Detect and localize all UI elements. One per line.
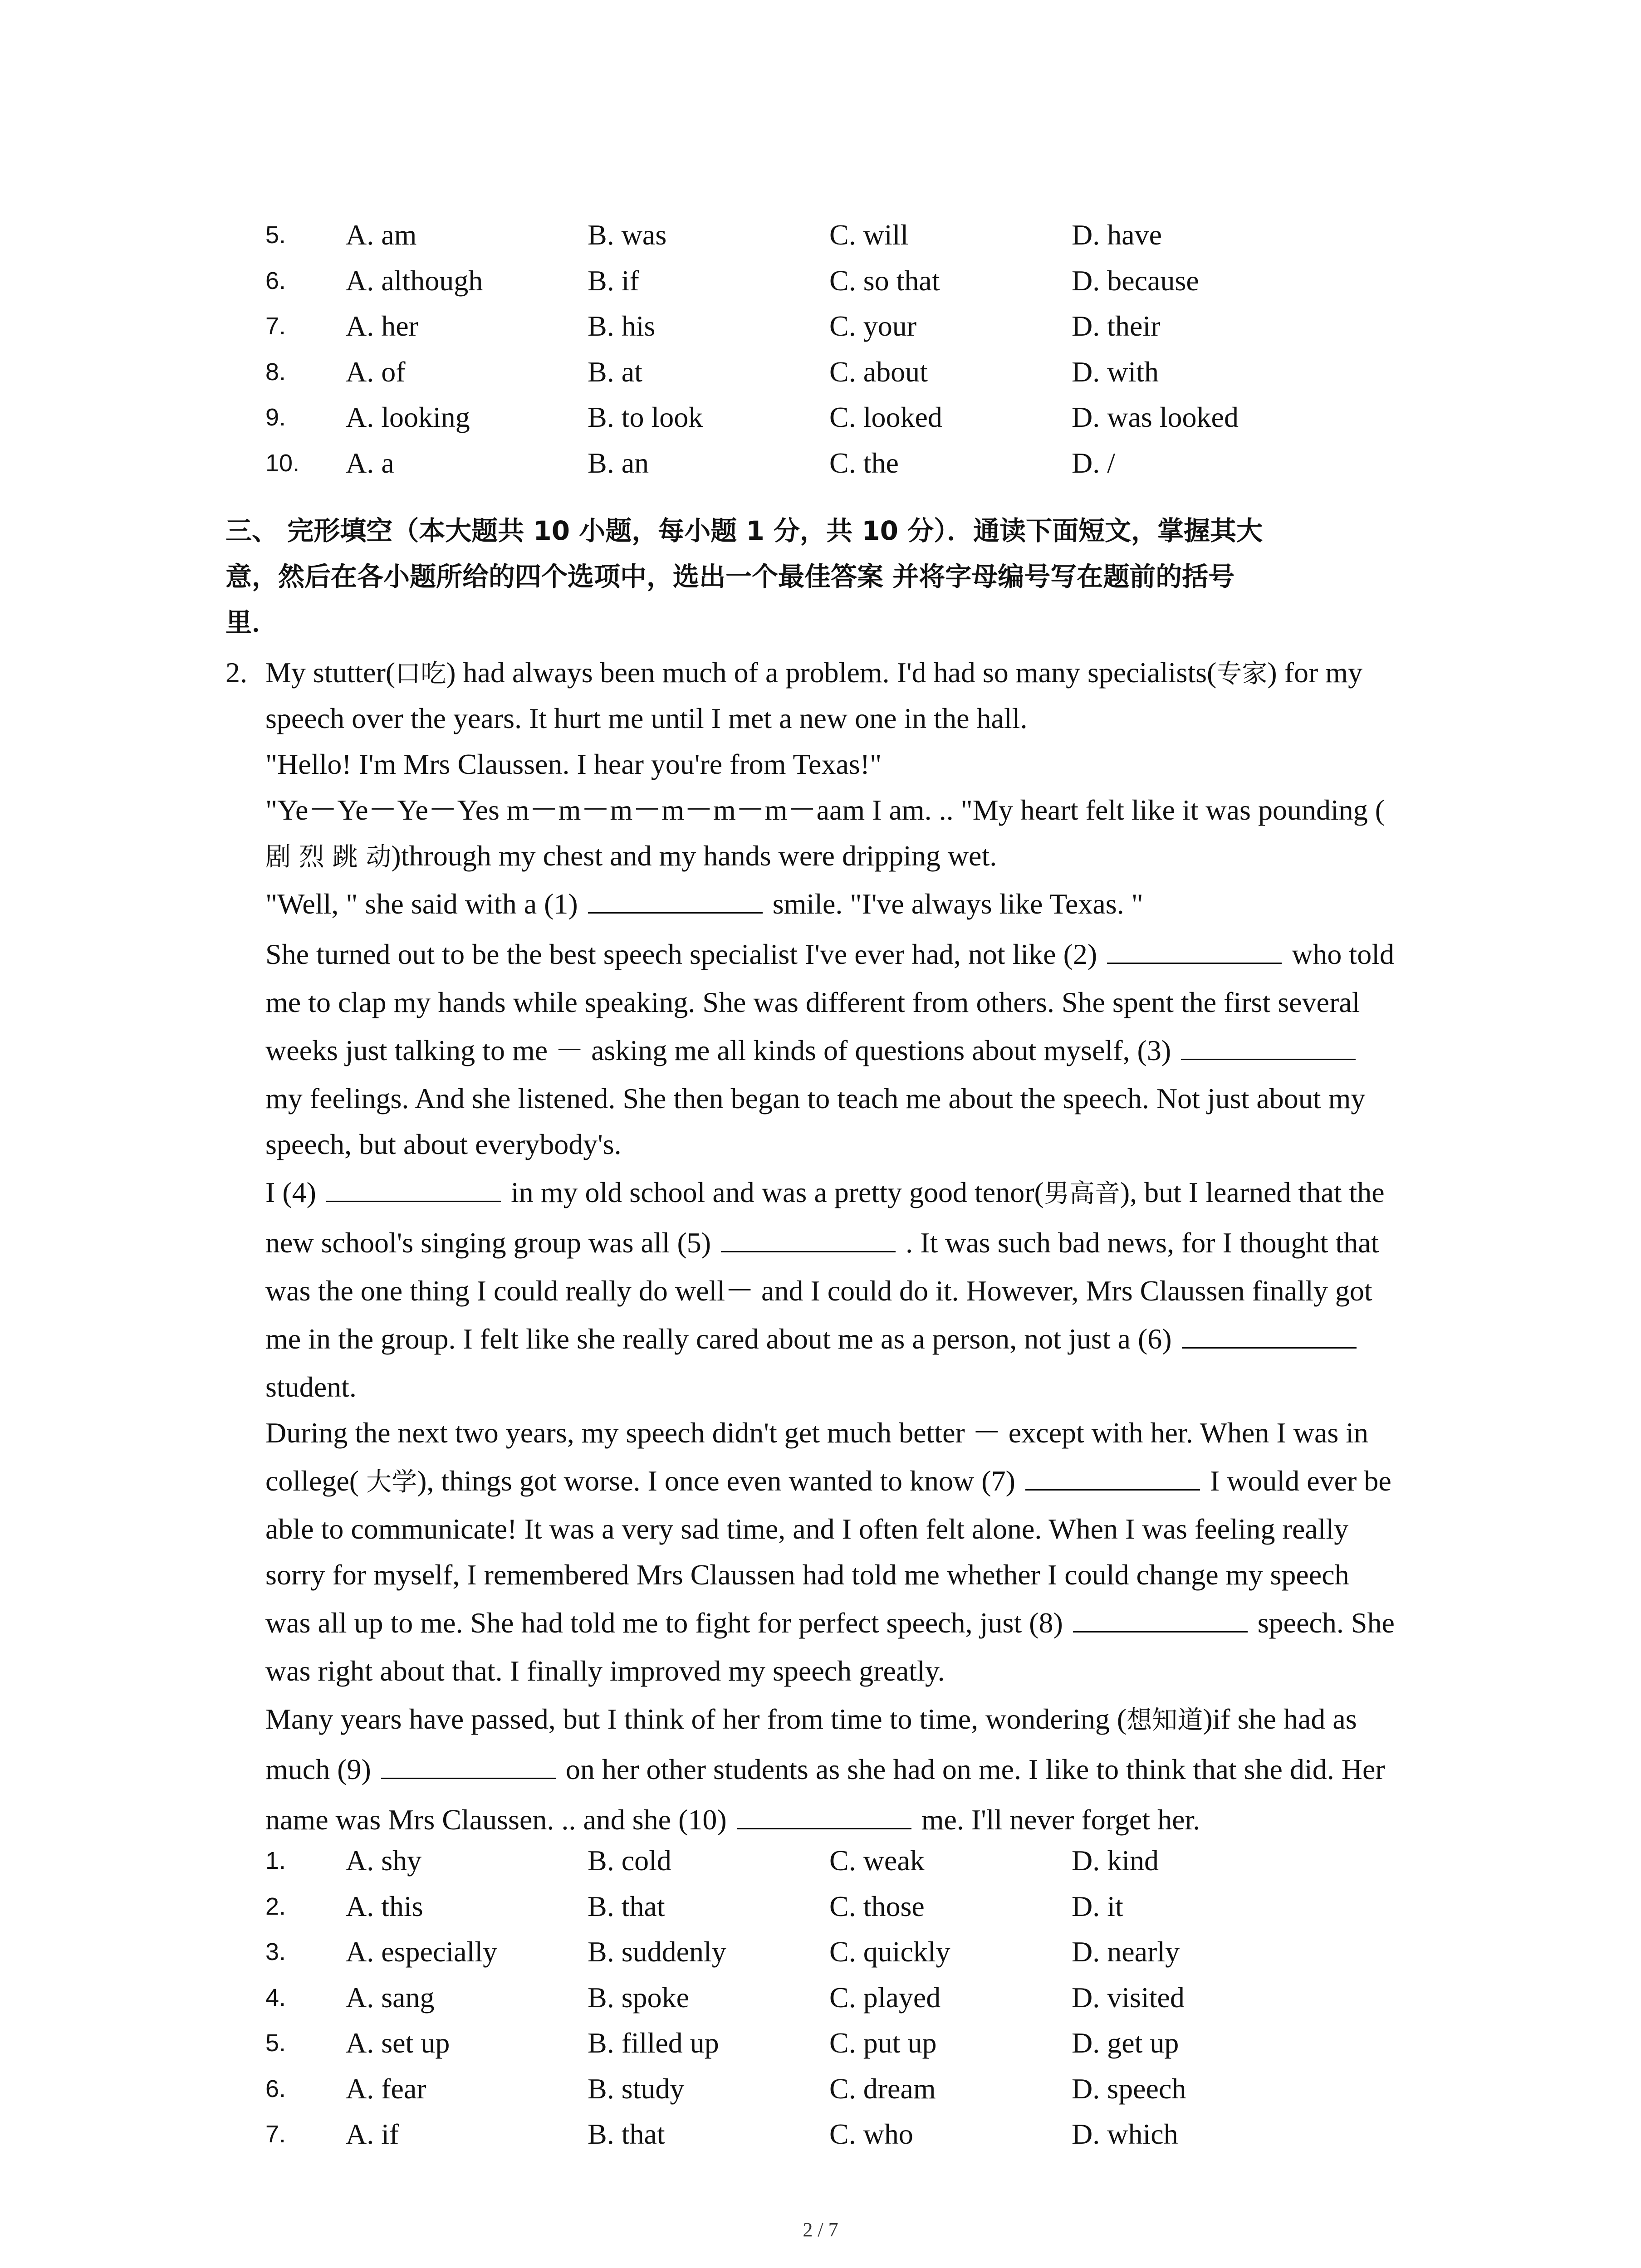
option-c[interactable]: C. those bbox=[829, 1890, 925, 1922]
option-c[interactable]: C. played bbox=[829, 1981, 941, 2014]
blank-6[interactable] bbox=[1182, 1319, 1357, 1349]
passage-line: college( 大学), things got worse. I once even wanted to know (7) I would ever be bbox=[265, 1456, 1450, 1506]
option-d[interactable]: D. have bbox=[1072, 219, 1162, 251]
option-c[interactable]: C. put up bbox=[829, 2027, 937, 2059]
option-row bbox=[0, 1975, 1641, 2020]
option-row bbox=[0, 212, 1641, 258]
page-number: 2 / 7 bbox=[803, 2219, 838, 2241]
option-row bbox=[0, 258, 1641, 303]
blank-8[interactable] bbox=[1073, 1603, 1248, 1633]
option-number: 6. bbox=[265, 267, 286, 294]
passage-line: sorry for myself, I remembered Mrs Claussen had told me whether I could change my speech bbox=[265, 1559, 1349, 1591]
passage-line: my feelings. And she listened. She then began to teach me about the speech. Not just about my bbox=[265, 1082, 1366, 1114]
passage-line: me in the group. I felt like she really cared about me as a person, not just a (6) bbox=[265, 1314, 1450, 1364]
option-b[interactable]: B. an bbox=[588, 446, 649, 479]
option-d[interactable]: D. kind bbox=[1072, 1844, 1159, 1877]
option-number: 1. bbox=[265, 1847, 286, 1874]
option-number: 3. bbox=[265, 1938, 286, 1965]
option-c[interactable]: C. will bbox=[829, 219, 909, 251]
option-a[interactable]: A. set up bbox=[346, 2027, 450, 2059]
option-a[interactable]: A. this bbox=[346, 1890, 423, 1922]
option-b[interactable]: B. cold bbox=[588, 1844, 671, 1877]
option-a[interactable]: A. fear bbox=[346, 2072, 426, 2105]
passage-line: student. bbox=[265, 1371, 357, 1403]
option-number: 10. bbox=[265, 449, 300, 477]
passage-line: weeks just talking to me － asking me all kinds of questions about myself, (3) bbox=[265, 1025, 1450, 1075]
option-b[interactable]: B. if bbox=[588, 264, 639, 297]
option-b[interactable]: B. that bbox=[588, 1890, 665, 1922]
option-a[interactable]: A. shy bbox=[346, 1844, 422, 1877]
option-number: 9. bbox=[265, 404, 286, 431]
option-d[interactable]: D. which bbox=[1072, 2118, 1178, 2150]
question-number: 2. bbox=[225, 656, 247, 689]
blank-7[interactable] bbox=[1025, 1461, 1200, 1491]
option-b[interactable]: B. to look bbox=[588, 401, 703, 433]
option-number: 6. bbox=[265, 2075, 286, 2102]
option-a[interactable]: A. looking bbox=[346, 401, 470, 433]
option-row bbox=[0, 2020, 1641, 2066]
passage-line: able to communicate! It was a very sad time, and I often felt alone. When I was feeling really bbox=[265, 1513, 1349, 1545]
option-d[interactable]: D. get up bbox=[1072, 2027, 1179, 2059]
option-c[interactable]: C. weak bbox=[829, 1844, 925, 1877]
passage-line: "Well, " she said with a (1) smile. "I've always like Texas. " bbox=[265, 879, 1450, 929]
passage-line: name was Mrs Claussen. .. and she (10) me. I'll never forget her. bbox=[265, 1794, 1450, 1845]
option-row bbox=[0, 440, 1641, 486]
option-c[interactable]: C. quickly bbox=[829, 1936, 950, 1968]
option-b[interactable]: B. his bbox=[588, 310, 656, 342]
passage-line: speech over the years. It hurt me until I met a new one in the hall. bbox=[265, 702, 1028, 734]
passage-line: During the next two years, my speech didn't get much better － except with her. When I was in bbox=[265, 1417, 1369, 1449]
option-b[interactable]: B. study bbox=[588, 2072, 685, 2105]
blank-10[interactable] bbox=[737, 1800, 911, 1829]
option-d[interactable]: D. their bbox=[1072, 310, 1161, 342]
option-b[interactable]: B. filled up bbox=[588, 2027, 719, 2059]
passage-line: 剧 烈 跳 动)through my chest and my hands were dripping wet. bbox=[265, 840, 997, 872]
option-d[interactable]: D. because bbox=[1072, 264, 1199, 297]
option-number: 2. bbox=[265, 1892, 286, 1920]
option-d[interactable]: D. / bbox=[1072, 446, 1115, 479]
option-a[interactable]: A. of bbox=[346, 355, 406, 388]
option-d[interactable]: D. nearly bbox=[1072, 1936, 1180, 1968]
passage-line: was the one thing I could really do well－ and I could do it. However, Mrs Claussen finally got bbox=[265, 1275, 1372, 1307]
option-c[interactable]: C. dream bbox=[829, 2072, 936, 2105]
option-number: 5. bbox=[265, 2029, 286, 2057]
option-number: 8. bbox=[265, 358, 286, 386]
passage-line: new school's singing group was all (5) . It was such bad news, for I thought that bbox=[265, 1217, 1450, 1268]
passage-line: "Hello! I'm Mrs Claussen. I hear you're from Texas!" bbox=[265, 748, 882, 780]
option-row bbox=[0, 1838, 1641, 1883]
option-number: 7. bbox=[265, 2121, 286, 2148]
option-d[interactable]: D. it bbox=[1072, 1890, 1123, 1922]
cloze-passage bbox=[265, 650, 1450, 1845]
option-b[interactable]: B. spoke bbox=[588, 1981, 689, 2014]
option-c[interactable]: C. the bbox=[829, 446, 899, 479]
option-c[interactable]: C. so that bbox=[829, 264, 940, 297]
blank-4[interactable] bbox=[326, 1173, 501, 1202]
option-c[interactable]: C. your bbox=[829, 310, 916, 342]
option-a[interactable]: A. a bbox=[346, 446, 394, 479]
option-row bbox=[0, 303, 1641, 349]
option-a[interactable]: A. if bbox=[346, 2118, 399, 2150]
option-d[interactable]: D. speech bbox=[1072, 2072, 1186, 2105]
option-a[interactable]: A. sang bbox=[346, 1981, 435, 2014]
option-a[interactable]: A. her bbox=[346, 310, 418, 342]
option-number: 7. bbox=[265, 313, 286, 340]
passage-line: Many years have passed, but I think of her from time to time, wondering (想知道)if she had as bbox=[265, 1703, 1357, 1735]
option-row bbox=[0, 395, 1641, 440]
blank-9[interactable] bbox=[381, 1750, 556, 1779]
option-d[interactable]: D. with bbox=[1072, 355, 1159, 388]
passage-line: much (9) on her other students as she had on me. I like to think that she did. Her bbox=[265, 1744, 1450, 1794]
option-a[interactable]: A. especially bbox=[346, 1936, 498, 1968]
passage-line: me to clap my hands while speaking. She was different from others. She spent the first several bbox=[265, 986, 1360, 1018]
option-d[interactable]: D. visited bbox=[1072, 1981, 1185, 2014]
section-header-line-2: 意，然后在各小题所给的四个选项中，选出一个最佳答案 并将字母编号写在题前的括号 bbox=[225, 561, 1235, 592]
option-a[interactable]: A. am bbox=[346, 219, 417, 251]
passage-line: My stutter(口吃) had always been much of a problem. I'd had so many specialists(专家) for my bbox=[265, 656, 1363, 689]
passage-line: speech, but about everybody's. bbox=[265, 1128, 622, 1160]
blank-5[interactable] bbox=[721, 1223, 896, 1252]
section-header bbox=[225, 508, 1450, 645]
option-row bbox=[0, 2112, 1641, 2157]
option-row bbox=[0, 1929, 1641, 1975]
option-row bbox=[0, 1884, 1641, 1929]
option-a[interactable]: A. although bbox=[346, 264, 483, 297]
option-b[interactable]: B. suddenly bbox=[588, 1936, 726, 1968]
option-number: 5. bbox=[265, 221, 286, 249]
option-c[interactable]: C. looked bbox=[829, 401, 942, 433]
option-row bbox=[0, 2066, 1641, 2112]
passage-line: was all up to me. She had told me to fight for perfect speech, just (8) speech. She bbox=[265, 1598, 1450, 1648]
option-row bbox=[0, 349, 1641, 395]
blank-2[interactable] bbox=[1107, 934, 1282, 964]
option-number: 4. bbox=[265, 1984, 286, 2011]
passage-line: She turned out to be the best speech specialist I've ever had, not like (2) who told bbox=[265, 929, 1450, 979]
passage-line: "Ye－Ye－Ye－Yes m－m－m－m－m－m－aam I am. .. "My heart felt like it was pounding ( bbox=[265, 794, 1385, 826]
option-d[interactable]: D. was looked bbox=[1072, 401, 1239, 433]
blank-3[interactable] bbox=[1181, 1031, 1356, 1060]
option-c[interactable]: C. who bbox=[829, 2118, 913, 2150]
option-b[interactable]: B. at bbox=[588, 355, 642, 388]
section-header-line-1: 三、 完形填空（本大题共 10 小题，每小题 1 分，共 10 分）．通读下面短文，掌握其大 bbox=[225, 515, 1263, 546]
section-header-line-3: 里． bbox=[225, 607, 279, 638]
passage-line: I (4) in my old school and was a pretty good tenor(男高音), but I learned that the bbox=[265, 1167, 1450, 1217]
option-b[interactable]: B. was bbox=[588, 219, 667, 251]
option-b[interactable]: B. that bbox=[588, 2118, 665, 2150]
option-c[interactable]: C. about bbox=[829, 355, 928, 388]
passage-line: was right about that. I finally improved my speech greatly. bbox=[265, 1655, 945, 1687]
blank-1[interactable] bbox=[588, 884, 763, 914]
